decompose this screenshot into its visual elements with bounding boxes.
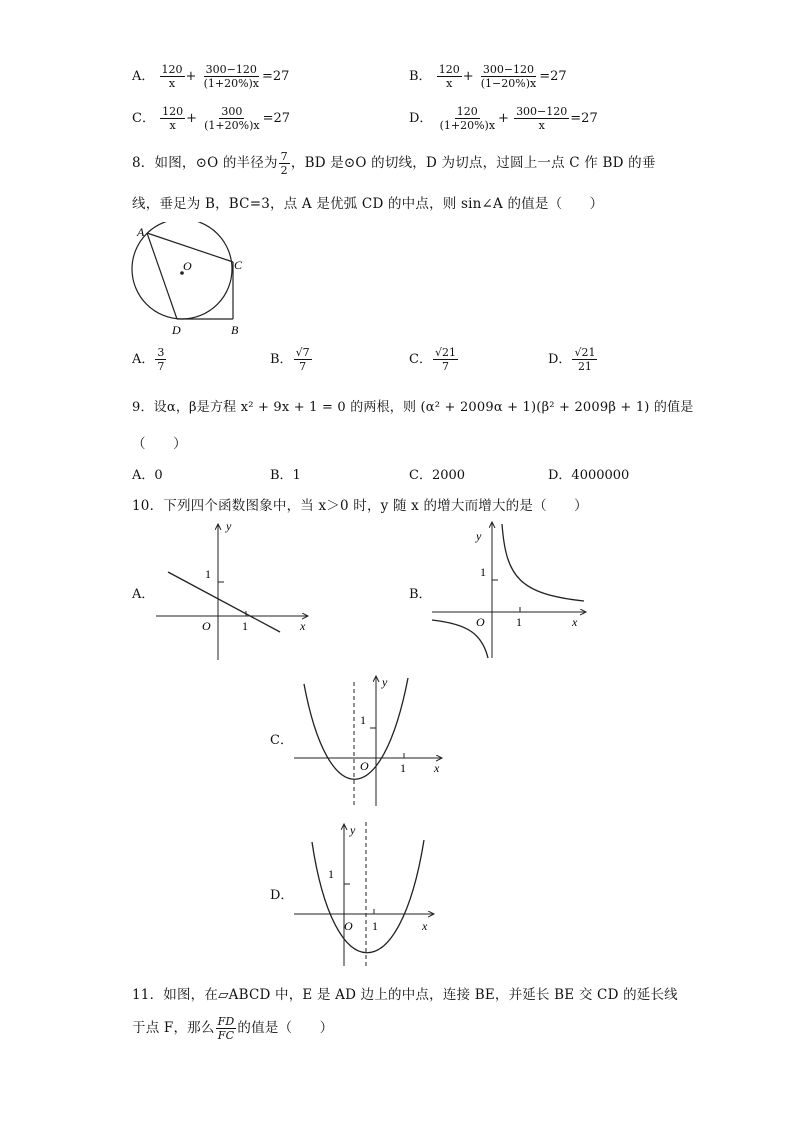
option-label: C． (409, 352, 432, 367)
q9-option-c: C．2000 (409, 468, 466, 483)
equals: =27 (539, 69, 567, 84)
label-b: B (231, 323, 239, 337)
option-label: A． (132, 352, 155, 367)
option-label: D． (548, 352, 572, 367)
parabola (312, 840, 424, 953)
q10-graph-b (428, 518, 593, 663)
q8-option-a (132, 346, 167, 373)
origin-label: O (344, 919, 353, 933)
q9-stem-line2: （ ） (132, 436, 187, 452)
q10-graph-c (290, 672, 450, 808)
q10-graph-a (150, 518, 320, 666)
numerator: √21 (434, 346, 456, 359)
denominator: 7 (157, 360, 165, 373)
q7-option-b: B． $\frac{120}{x}$ + $\frac{300-120}{(1-20\%)x}$ =27 (409, 63, 567, 90)
numerator: √21 (574, 346, 596, 359)
q11-stem-line2 (132, 1015, 333, 1042)
q10-label-c: C． (270, 733, 293, 748)
q10-label-a: A． (132, 587, 155, 602)
x-label: x (572, 615, 578, 629)
circle-o (132, 222, 232, 319)
x-one: 1 (400, 761, 406, 775)
hyperbola-right (502, 524, 584, 601)
label-a: A (137, 225, 145, 239)
x-label: x (434, 761, 440, 775)
denominator: 7 (299, 360, 307, 373)
radius-fraction (279, 150, 290, 177)
q7-option-d-label: D． (409, 111, 433, 126)
y-label: y (476, 529, 482, 543)
q8-text: 8．如图，⊙O 的半径为 (132, 155, 278, 171)
denominator: 21 (577, 360, 592, 373)
fraction (572, 346, 597, 373)
q8-stem-line1 (132, 150, 656, 177)
q9-option-a: A．0 (132, 468, 163, 483)
q11-text: 于点 F，那么 (132, 1020, 215, 1036)
numerator: 300−120 (482, 63, 535, 76)
numerator: 300−120 (516, 105, 568, 118)
line-graph (168, 572, 280, 632)
fraction (294, 346, 312, 373)
numerator: 300−120 (205, 63, 257, 76)
q11-text: 的值是（ ） (237, 1020, 334, 1036)
fraction (438, 105, 497, 132)
parabola (304, 678, 408, 779)
denominator: (1+20%)x (439, 119, 496, 132)
denominator: 2 (280, 164, 288, 177)
q10-stem: 10．下列四个函数图象中，当 x＞0 时，y 随 x 的增大而增大的是（ ） (132, 498, 588, 514)
q8-option-c (409, 346, 459, 373)
denominator: (1−20%)x (480, 77, 537, 90)
q7-option-b-label: B． (409, 69, 432, 84)
denominator: x (169, 119, 176, 132)
fraction (202, 63, 261, 90)
denominator: x (446, 77, 453, 90)
q10-label-d: D． (270, 888, 294, 903)
denominator: 7 (441, 360, 449, 373)
fraction (202, 105, 261, 132)
q8-stem-line2: 线，垂足为 B，BC=3，点 A 是优弧 CD 的中点，则 sin∠A 的值是（ ） (132, 196, 604, 212)
numerator: 3 (157, 346, 165, 359)
y-one: 1 (328, 867, 334, 881)
origin-label: O (476, 615, 485, 629)
origin-label: O (360, 759, 369, 773)
y-label: y (382, 675, 388, 689)
x-one: 1 (516, 615, 522, 629)
q9-option-d: D．4000000 (548, 468, 630, 483)
label-o: O (183, 259, 192, 273)
denominator: FC (217, 1029, 235, 1042)
equals: =27 (262, 111, 291, 126)
numerator: FD (217, 1015, 235, 1028)
y-label: y (350, 823, 356, 837)
fraction (437, 63, 462, 90)
denominator: x (538, 119, 545, 132)
fraction (479, 63, 538, 90)
equals: =27 (262, 69, 290, 84)
q8-text: ，BD 是⊙O 的切线，D 为切点，过圆上一点 C 作 BD 的垂 (290, 155, 656, 171)
numerator: 120 (438, 63, 460, 76)
y-one: 1 (480, 565, 486, 579)
x-label: x (422, 919, 428, 933)
x-one: 1 (372, 919, 378, 933)
denominator: (1+20%)x (203, 77, 260, 90)
q10-graph-d (290, 818, 450, 968)
label-d: D (172, 323, 181, 337)
q7-option-a-label: A． (132, 69, 155, 84)
q7-option-c: C． $\frac{120}{x}$ + $\frac{300}{(1+20\%)x}$ =27 (132, 105, 291, 132)
origin-label: O (202, 619, 211, 633)
denominator: x (168, 77, 176, 90)
equals: =27 (570, 111, 598, 126)
y-one: 1 (205, 567, 211, 581)
x-label: x (300, 619, 306, 633)
q8-option-b (270, 346, 313, 373)
numerator: 300 (221, 105, 243, 118)
fraction (155, 346, 166, 373)
numerator: 7 (280, 150, 288, 163)
y-label: y (226, 519, 232, 533)
q11-stem-line1: 11．如图，在▱ABCD 中，E 是 AD 边上的中点，连接 BE，并延长 BE 交 CD 的延长线 (132, 987, 678, 1003)
x-one: 1 (242, 619, 248, 633)
option-label: B． (270, 352, 293, 367)
numerator: 120 (456, 105, 478, 118)
numerator: 120 (161, 63, 183, 76)
q9-stem-line1: 9．设α，β是方程 x² + 9x + 1 = 0 的两根，则 (α² + 2009α + 1)(β² + 2009β + 1) 的值是 (132, 400, 694, 415)
q8-circle-figure (125, 222, 255, 340)
q7-option-a: A． $\frac{120}{x}$ + $\frac{300-120}{(1+20\%)x}$ =27 (132, 63, 290, 90)
q7-option-c-label: C． (132, 111, 155, 126)
q10-label-b: B． (409, 587, 432, 602)
numerator: √7 (295, 346, 310, 359)
fraction (160, 63, 185, 90)
label-c: C (234, 258, 243, 272)
fraction (160, 105, 185, 132)
ratio-fraction (216, 1015, 237, 1042)
fraction (514, 105, 569, 132)
q9-option-b: B．1 (270, 468, 301, 483)
chord-ad (147, 233, 177, 319)
q7-option-d: D． $\frac{120}{(1+20\%)x}$ + $\frac{300-120}{x}$ =27 (409, 105, 598, 132)
q8-option-d (548, 346, 598, 373)
fraction (433, 346, 458, 373)
denominator: (1+20%)x (204, 119, 260, 132)
y-one: 1 (360, 713, 366, 727)
numerator: 120 (162, 105, 184, 118)
